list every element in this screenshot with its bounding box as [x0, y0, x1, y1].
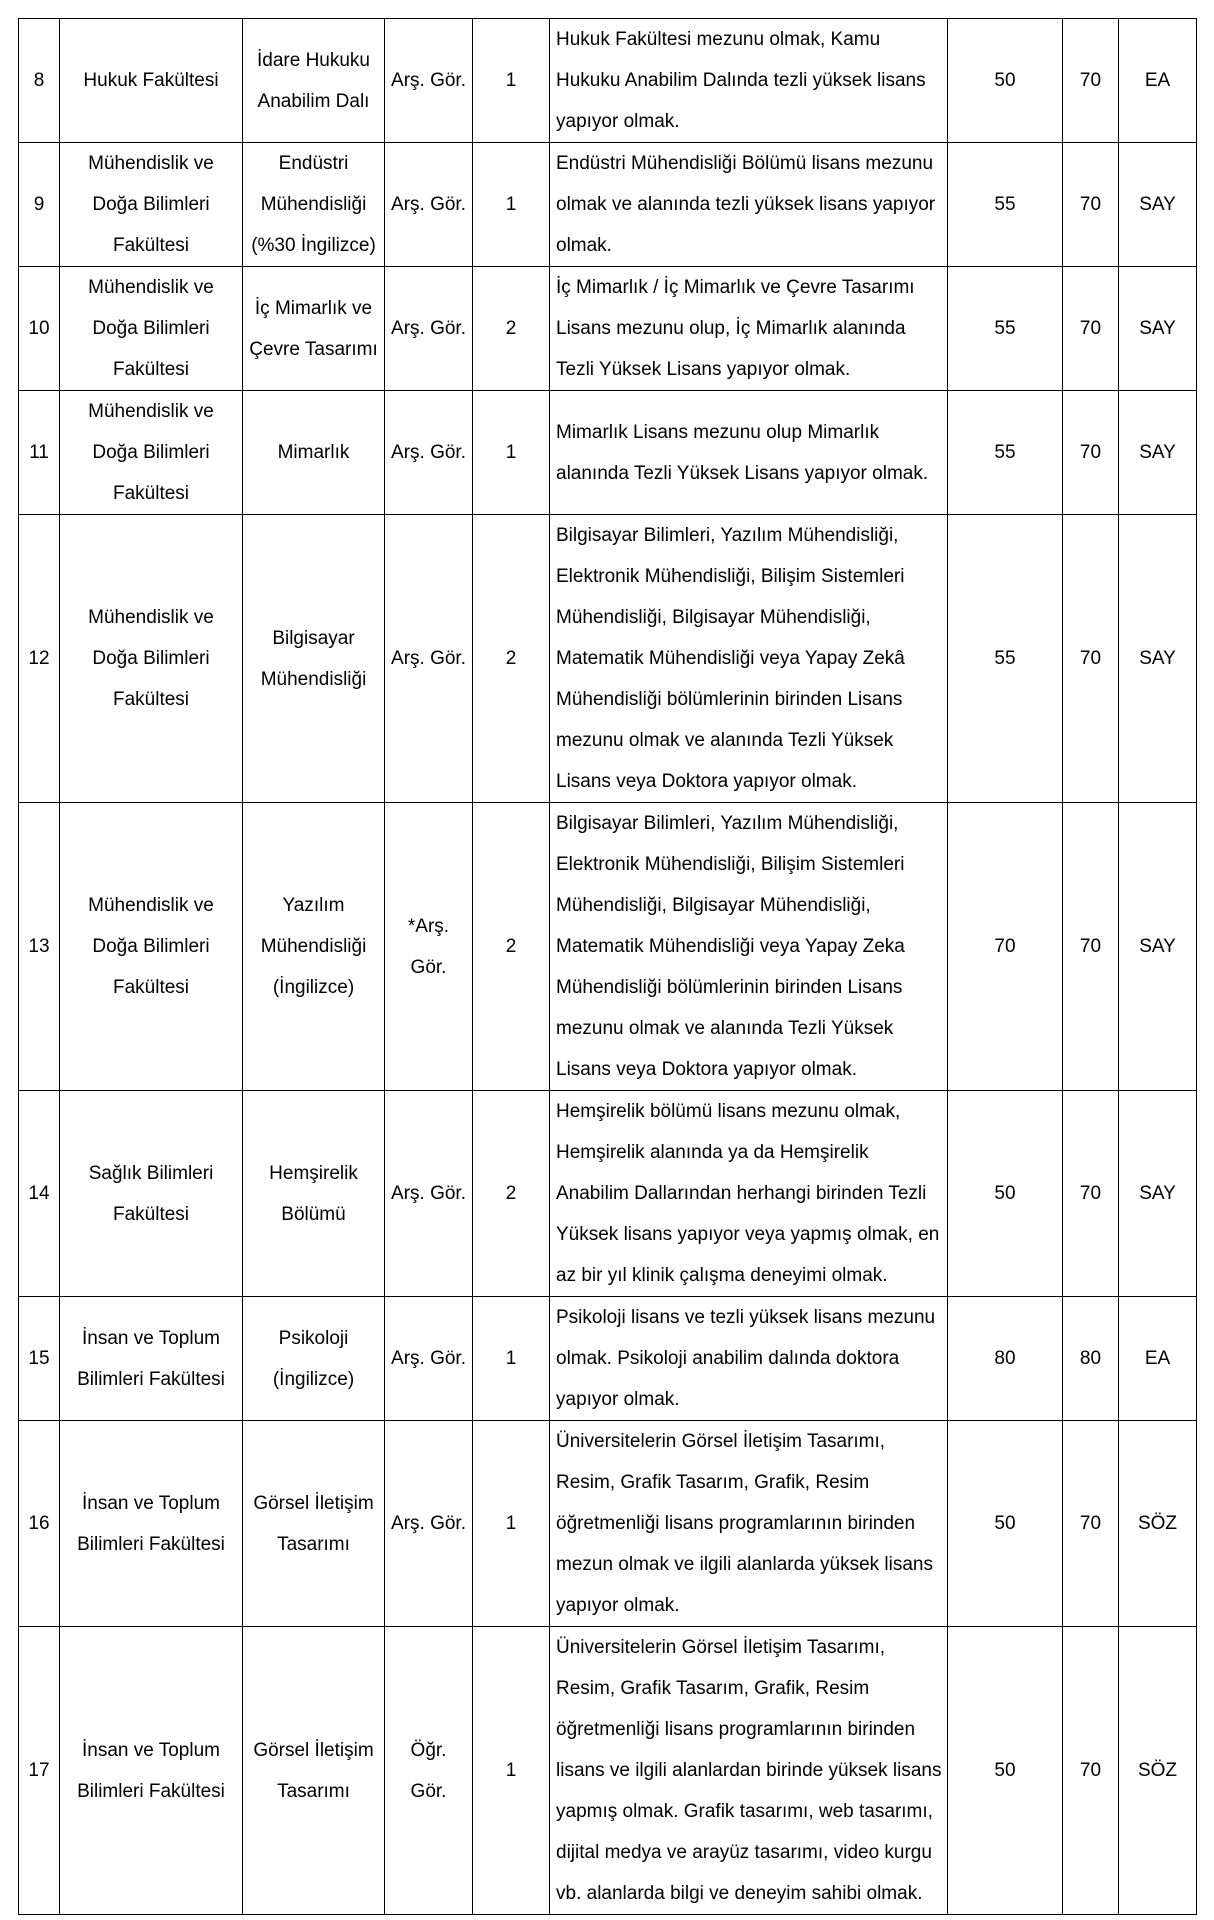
faculty-cell: Hukuk Fakültesi	[60, 19, 243, 143]
position-count-cell: 1	[473, 391, 550, 515]
position-count-cell: 2	[473, 1091, 550, 1297]
table-row	[19, 1091, 1197, 1297]
requirements-cell: Üniversitelerin Görsel İletişim Tasarımı, Resim, Grafik Tasarım, Grafik, Resim öğretmenliği lisans programlarının birinden lisans ve ilgili alanlardan birinde yüksek lisans yapmış olmak. Grafik tasarımı, web tasarımı, dijital medya ve arayüz tasarımı, video kurgu vb. alanlarda bilgi ve deneyim sahibi olmak.	[550, 1627, 948, 1915]
ales-score-cell: 80	[948, 1297, 1063, 1421]
faculty-cell: İnsan ve Toplum Bilimleri Fakültesi	[60, 1627, 243, 1915]
table-row	[19, 143, 1197, 267]
position-count-cell: 1	[473, 1421, 550, 1627]
position-title-cell: *Arş. Gör.	[385, 803, 473, 1091]
ales-score-cell: 70	[948, 803, 1063, 1091]
table-row	[19, 267, 1197, 391]
ales-score-cell: 50	[948, 1627, 1063, 1915]
ales-score-cell: 55	[948, 143, 1063, 267]
row-number: 17	[19, 1627, 60, 1915]
positions-table	[18, 18, 1197, 1915]
position-count-cell: 2	[473, 515, 550, 803]
requirements-cell: Mimarlık Lisans mezunu olup Mimarlık alanında Tezli Yüksek Lisans yapıyor olmak.	[550, 391, 948, 515]
department-cell: Psikoloji (İngilizce)	[243, 1297, 385, 1421]
row-number: 16	[19, 1421, 60, 1627]
position-count-cell: 1	[473, 19, 550, 143]
position-title-cell: Arş. Gör.	[385, 143, 473, 267]
score-type-cell: EA	[1119, 19, 1197, 143]
department-cell: Görsel İletişim Tasarımı	[243, 1421, 385, 1627]
ales-score-cell: 50	[948, 1421, 1063, 1627]
faculty-cell: Mühendislik ve Doğa Bilimleri Fakültesi	[60, 267, 243, 391]
language-score-cell: 70	[1063, 1627, 1119, 1915]
score-type-cell: SAY	[1119, 267, 1197, 391]
score-type-cell: EA	[1119, 1297, 1197, 1421]
department-cell: Hemşirelik Bölümü	[243, 1091, 385, 1297]
table-row	[19, 1297, 1197, 1421]
department-cell: Görsel İletişim Tasarımı	[243, 1627, 385, 1915]
faculty-cell: Mühendislik ve Doğa Bilimleri Fakültesi	[60, 143, 243, 267]
position-title-cell: Arş. Gör.	[385, 1421, 473, 1627]
language-score-cell: 70	[1063, 1421, 1119, 1627]
requirements-cell: Üniversitelerin Görsel İletişim Tasarımı, Resim, Grafik Tasarım, Grafik, Resim öğretmenliği lisans programlarının birinden mezun olmak ve ilgili alanlarda yüksek lisans yapıyor olmak.	[550, 1421, 948, 1627]
ales-score-cell: 50	[948, 19, 1063, 143]
position-count-cell: 2	[473, 267, 550, 391]
score-type-cell: SAY	[1119, 803, 1197, 1091]
row-number: 8	[19, 19, 60, 143]
table-row	[19, 803, 1197, 1091]
position-count-cell: 1	[473, 1627, 550, 1915]
table-row	[19, 1627, 1197, 1915]
row-number: 13	[19, 803, 60, 1091]
score-type-cell: SAY	[1119, 143, 1197, 267]
language-score-cell: 80	[1063, 1297, 1119, 1421]
requirements-cell: Hukuk Fakültesi mezunu olmak, Kamu Hukuku Anabilim Dalında tezli yüksek lisans yapıyor olmak.	[550, 19, 948, 143]
language-score-cell: 70	[1063, 803, 1119, 1091]
department-cell: İç Mimarlık ve Çevre Tasarımı	[243, 267, 385, 391]
position-title-cell: Arş. Gör.	[385, 19, 473, 143]
position-title-cell: Arş. Gör.	[385, 515, 473, 803]
requirements-cell: Bilgisayar Bilimleri, Yazılım Mühendisliği, Elektronik Mühendisliği, Bilişim Sistemleri Mühendisliği, Bilgisayar Mühendisliği, Matematik Mühendisliği veya Yapay Zekâ Mühendisliği bölümlerinin birinden Lisans mezunu olmak ve alanında Tezli Yüksek Lisans veya Doktora yapıyor olmak.	[550, 515, 948, 803]
table-row	[19, 19, 1197, 143]
ales-score-cell: 50	[948, 1091, 1063, 1297]
faculty-cell: İnsan ve Toplum Bilimleri Fakültesi	[60, 1297, 243, 1421]
position-count-cell: 1	[473, 143, 550, 267]
position-title-cell: Arş. Gör.	[385, 1297, 473, 1421]
table-row	[19, 391, 1197, 515]
department-cell: Bilgisayar Mühendisliği	[243, 515, 385, 803]
language-score-cell: 70	[1063, 143, 1119, 267]
faculty-cell: Sağlık Bilimleri Fakültesi	[60, 1091, 243, 1297]
score-type-cell: SÖZ	[1119, 1421, 1197, 1627]
requirements-cell: Endüstri Mühendisliği Bölümü lisans mezunu olmak ve alanında tezli yüksek lisans yapıyor olmak.	[550, 143, 948, 267]
position-title-cell: Öğr. Gör.	[385, 1627, 473, 1915]
position-count-cell: 2	[473, 803, 550, 1091]
table-row	[19, 515, 1197, 803]
ales-score-cell: 55	[948, 267, 1063, 391]
table-row	[19, 1421, 1197, 1627]
ales-score-cell: 55	[948, 515, 1063, 803]
faculty-cell: Mühendislik ve Doğa Bilimleri Fakültesi	[60, 515, 243, 803]
requirements-cell: Psikoloji lisans ve tezli yüksek lisans mezunu olmak. Psikoloji anabilim dalında doktora yapıyor olmak.	[550, 1297, 948, 1421]
score-type-cell: SAY	[1119, 391, 1197, 515]
row-number: 12	[19, 515, 60, 803]
faculty-cell: Mühendislik ve Doğa Bilimleri Fakültesi	[60, 391, 243, 515]
row-number: 11	[19, 391, 60, 515]
score-type-cell: SAY	[1119, 1091, 1197, 1297]
department-cell: Endüstri Mühendisliği (%30 İngilizce)	[243, 143, 385, 267]
language-score-cell: 70	[1063, 19, 1119, 143]
score-type-cell: SAY	[1119, 515, 1197, 803]
faculty-cell: İnsan ve Toplum Bilimleri Fakültesi	[60, 1421, 243, 1627]
position-title-cell: Arş. Gör.	[385, 1091, 473, 1297]
language-score-cell: 70	[1063, 267, 1119, 391]
requirements-cell: Hemşirelik bölümü lisans mezunu olmak, Hemşirelik alanında ya da Hemşirelik Anabilim Dallarından herhangi birinden Tezli Yüksek lisans yapıyor veya yapmış olmak, en az bir yıl klinik çalışma deneyimi olmak.	[550, 1091, 948, 1297]
ales-score-cell: 55	[948, 391, 1063, 515]
row-number: 10	[19, 267, 60, 391]
requirements-cell: Bilgisayar Bilimleri, Yazılım Mühendisliği, Elektronik Mühendisliği, Bilişim Sistemleri Mühendisliği, Bilgisayar Mühendisliği, Matematik Mühendisliği veya Yapay Zeka Mühendisliği bölümlerinin birinden Lisans mezunu olmak ve alanında Tezli Yüksek Lisans veya Doktora yapıyor olmak.	[550, 803, 948, 1091]
row-number: 15	[19, 1297, 60, 1421]
language-score-cell: 70	[1063, 1091, 1119, 1297]
score-type-cell: SÖZ	[1119, 1627, 1197, 1915]
requirements-cell: İç Mimarlık / İç Mimarlık ve Çevre Tasarımı Lisans mezunu olup, İç Mimarlık alanında Tezli Yüksek Lisans yapıyor olmak.	[550, 267, 948, 391]
position-title-cell: Arş. Gör.	[385, 267, 473, 391]
row-number: 14	[19, 1091, 60, 1297]
department-cell: Yazılım Mühendisliği (İngilizce)	[243, 803, 385, 1091]
row-number: 9	[19, 143, 60, 267]
department-cell: İdare Hukuku Anabilim Dalı	[243, 19, 385, 143]
position-title-cell: Arş. Gör.	[385, 391, 473, 515]
faculty-cell: Mühendislik ve Doğa Bilimleri Fakültesi	[60, 803, 243, 1091]
department-cell: Mimarlık	[243, 391, 385, 515]
table-body	[19, 19, 1197, 1915]
language-score-cell: 70	[1063, 391, 1119, 515]
position-count-cell: 1	[473, 1297, 550, 1421]
language-score-cell: 70	[1063, 515, 1119, 803]
